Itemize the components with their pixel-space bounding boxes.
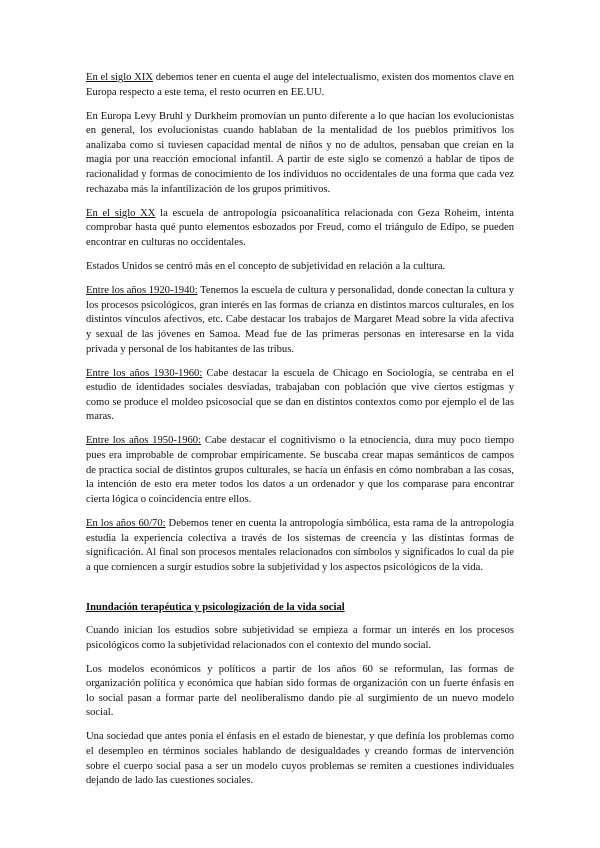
paragraph-60-70: [86, 517, 514, 575]
section-paragraph: Los modelos económicos y políticos a partir de los años 60 se reformulan, las formas de organización política y económica que habían sido formas de organización con un fuerte énfasis en lo social pasan a formar parte del neoliberalismo dando pie al surgimiento de un nuevo modelo social.: [86, 663, 514, 719]
paragraph-body: En Europa Levy Bruhl y Durkheim promovían un punto diferente a lo que hacían los evolucionistas en general, los evolucionistas cuando hablaban de la mentalidad de los pueblos primitivos los analizaba como si tuviesen capacidad mental de niños y no de adultos, pensaban que creían en la magia por una reacción emocional infantil. A partir de este siglo se comenzó a hablar de tipos de racionalidad y formas de conocimiento de los individuos no occidentales de una forma que cada vez rechazaba más la infantilización de los grupos primitivos.: [86, 110, 514, 195]
paragraph-lead: En el siglo XX: [86, 207, 156, 219]
paragraph-1950-1960: [86, 434, 514, 507]
paragraph-body: la escuela de antropología psicoanalítica relacionada con Geza Roheim, intenta comprobar hasta qué punto elementos esbozados por Freud, como el triángulo de Edipo, se pueden encontrar en culturas no occidentales.: [86, 207, 514, 248]
section-paragraph: Una sociedad que antes ponía el énfasis en el estado de bienestar, y que definía los problemas como el desempleo en términos sociales hablando de desigualdades y creando formas de intervención sobre el cuerpo social pasa a ser un modelo cuyos problemas se remiten a cuestiones individuales dejando de lado las cuestiones sociales.: [86, 731, 514, 787]
paragraph-lead: Entre los años 1930-1960:: [86, 367, 203, 379]
paragraph-body: Debemos tener en cuenta la antropología simbólica, esta rama de la antropología estudia la experiencia colectiva a través de los sistemas de creencia y las distintas formas de significación. Al final son procesos mentales relacionados con símbolos y significados lo cual da pie a que comiencen a surgir estudios sobre la subjetividad y los aspectos psicológicos de la vida.: [86, 517, 514, 573]
paragraph-estados-unidos: [86, 260, 514, 275]
paragraph-lead: Entre los años 1920-1940:: [86, 285, 198, 297]
paragraph-lead: En los años 60/70:: [86, 517, 166, 529]
paragraph-europa: [86, 110, 514, 198]
section-paragraph: Cuando inician los estudios sobre subjetividad se empieza a formar un interés en los procesos psicológicos como la subjetividad relacionados con el contexto del mundo social.: [86, 624, 514, 651]
paragraph-lead: Entre los años 1950-1960:: [86, 435, 202, 447]
paragraph-siglo-xix: [86, 71, 514, 100]
paragraph-body: Cabe destacar la escuela de Chicago en Sociología, se centraba en el estudio de identidades sociales desviadas, trabajaban con población que vive ciertos estigmas y como se produce el moldeo psicosocial que se dan en distintos contextos como por ejemplo el de las maras.: [86, 367, 514, 423]
paragraph-1920-1940: [86, 284, 514, 357]
paragraph-body: debemos tener en cuenta el auge del intelectualismo, existen dos momentos clave en Europa respecto a este tema, el resto ocurren en EE.UU.: [86, 72, 514, 98]
paragraph-lead: En el siglo XIX: [86, 72, 154, 83]
section-heading: Inundación terapéutica y psicologización de la vida social: [86, 602, 345, 614]
paragraph-body: Tenemos la escuela de cultura y personalidad, donde conectan la cultura y los procesos psicológicos, gran interés en las formas de crianza en distintos marcos culturales, en los distintos vínculos afectivos, etc. Cabe destacar los trabajos de Margaret Mead sobre la vida afectiva y sexual de las jóvenes en Samoa. Mead fue de las primeras personas en interesarse en la vida privada y personal de los habitantes de las tribus.: [86, 285, 514, 355]
paragraph-body: Cabe destacar el cognitivismo o la etnociencia, dura muy poco tiempo pues era improbable de comprobar empíricamente. Se buscaba crear mapas semánticos de campos de practica social de distintos grupos culturales, se hacía un énfasis en cómo nombraban a las cosas, la intención de esto era meter todos los datos a un ordenador y que los comparase para encontrar cierta lógica o coincidencia entre ellos.: [86, 435, 515, 505]
paragraph-1930-1960: [86, 367, 514, 425]
paragraph-siglo-xx: [86, 207, 514, 251]
paragraph-body: Estados Unidos se centró más en el concepto de subjetividad en relación a la cultura.: [86, 261, 446, 273]
